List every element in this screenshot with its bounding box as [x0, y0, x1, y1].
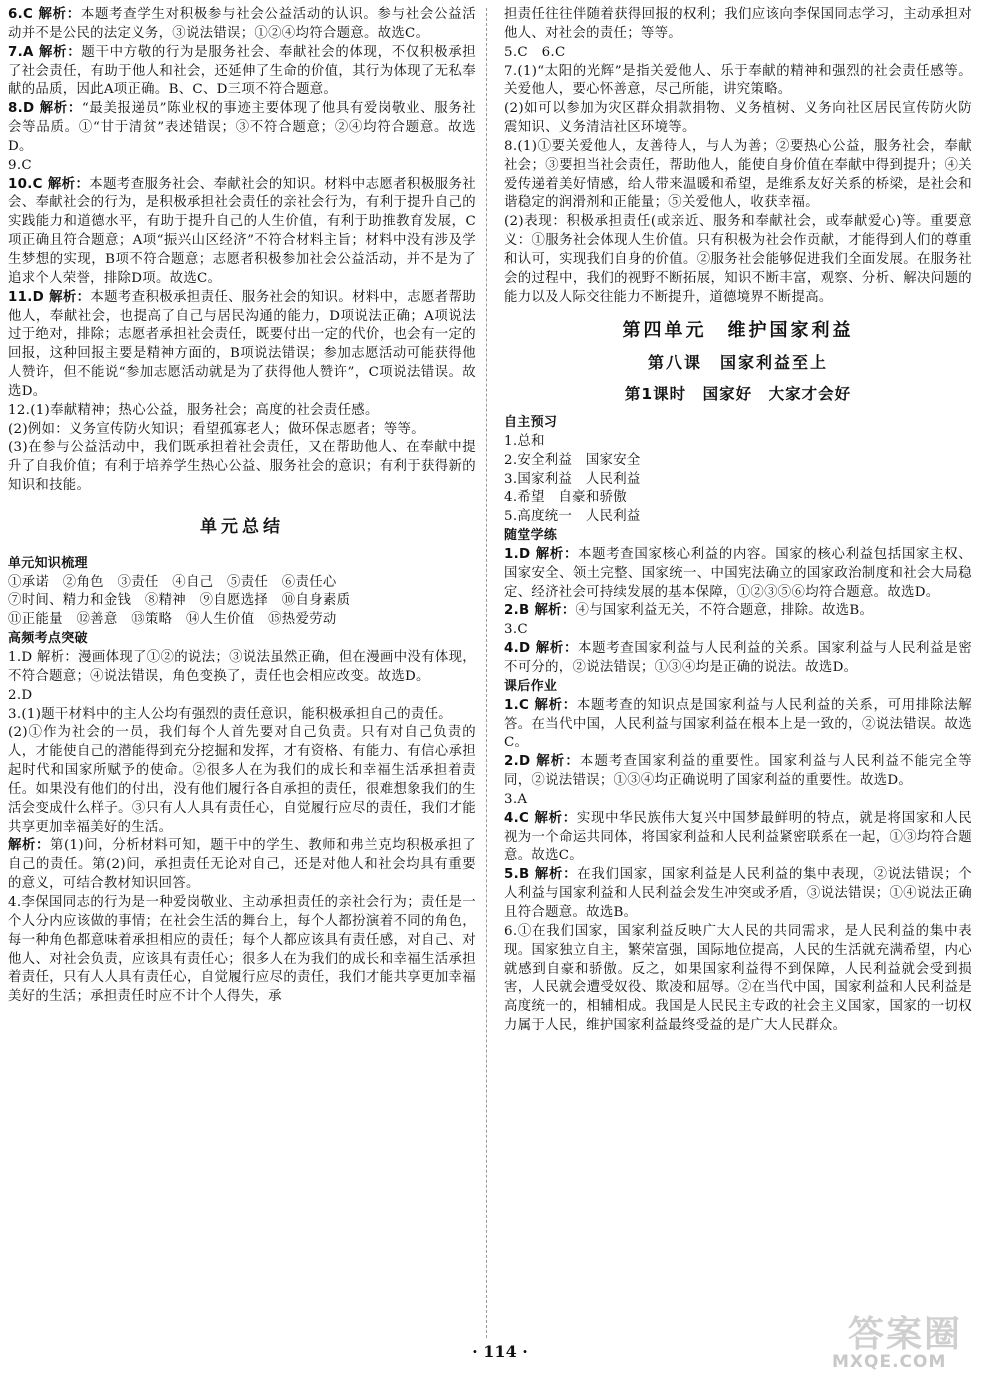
answer-label: 1.D 解析：	[504, 546, 579, 562]
left-column	[8, 6, 476, 1007]
list-line: 2.安全利益 国家安全	[504, 452, 641, 468]
answer-text: 12.(1)奉献精神；热心公益，服务社会；高度的社会责任感。	[8, 402, 379, 418]
answer-text: 4.李保国同志的行为是一种爱岗敬业、主动承担责任的亲社会行为；责任是一个人分内应该做的事情；在社会生活的舞台上，每个人都扮演着不同的角色，每一种角色都意味着承担相应的责任；每个人都应该具有责任感，对自己、对他人、对社会负责，应该具有责任心；很多人在为我们的成长和幸福生活承担着责任，只有人人具有责任心，自觉履行应尽的责任，我们才能共享更加幸福美好的生活；承担责任时应不计个人得失，承	[8, 894, 476, 1005]
list-line: 1.总和	[504, 433, 545, 449]
answer-item	[504, 866, 972, 923]
breakthrough-list	[8, 649, 476, 1007]
answer-text: 3.(1)题干材料中的主人公均有强烈的责任意识，能积极承担自己的责任。	[8, 706, 452, 722]
answer-text: 6.①在我们国家，国家利益反映广大人民的共同需求，是人民利益的集中表现。国家独立自主，繁荣富强，国际地位提高，人民的生活就充满希望，内心就感到自豪和骄傲。反之，如果国家利益得不到保障，人民利益就会受到损害，人民就会遭受奴役、欺凌和屈辱。②在当代中国，国家利益和人民利益是高度统一的，相辅相成。我国是人民民主专政的社会主义国家，国家的一切权力属于人民，维护国家利益最终受益的是广大人民群众。	[504, 923, 972, 1034]
answer-text: 本题考查国家核心利益的内容。国家的核心利益包括国家主权、国家安全、领土完整、国家统一、中国宪法确立的国家政治制度和社会大局稳定、经济社会可持续发展的基本保障，①②③⑤⑥均符合题意。故选D。	[504, 546, 972, 600]
answer-item	[504, 621, 972, 640]
answer-text: ④与国家利益无关，不符合题意，排除。故选B。	[575, 603, 874, 619]
column-divider	[486, 8, 487, 1338]
answer-text: 9.C	[8, 157, 32, 173]
answer-text: 5.C 6.C	[504, 44, 566, 60]
answer-text: 本题考查国家利益与人民利益的关系。国家利益与人民利益是密不可分的，②说法错误；①③④均是正确的说法。故选D。	[504, 641, 972, 675]
answer-text: 在我们国家，国家利益是人民利益的集中表现，②说法错误；个人利益与国家利益和人民利益会发生冲突或矛盾，③说法错误；①④说法正确且符合题意。故选B。	[504, 867, 973, 920]
answer-item	[504, 44, 972, 63]
answer-text: 1.D 解析：漫画体现了①②的说法；③说法虽然正确，但在漫画中没有体现，不符合题意；④说法错误，角色变换了，责任也会相应改变。故选D。	[8, 650, 476, 684]
continued-text: 担责任往往伴随着获得回报的权利；我们应该向李保国同志学习，主动承担对他人、对社会的责任；等等。	[504, 7, 972, 41]
watermark-url-text: MXQE.COM	[832, 1352, 947, 1372]
answer-item	[504, 810, 972, 867]
watermark-logo	[830, 1306, 990, 1376]
answer-label: 4.D 解析：	[504, 641, 579, 657]
answer-text: (2)①作为社会的一员，我们每个人首先要对自己负责。只有对自己负责的人，才能使自己的潜能得到充分挖掘和发挥，才有资格、有能力、有信心承担起时代和国家所赋予的使命。②很多人在为我们的成长和幸福生活承担着责任。如果没有他们的付出，没有他们履行各自承担的责任，很难想象我们的生活会变成什么样子。③只有人人具有责任心，自觉履行应尽的责任，我们才能共享更加幸福美好的生活。	[8, 725, 476, 835]
answer-item	[8, 289, 476, 402]
answer-label: 7.A 解析：	[8, 44, 82, 60]
class-practice-section-title: 随堂学练	[504, 528, 558, 544]
answer-text: 本题考查国家利益的重要性。国家利益与人民利益不能完全等同，②说法错误；①③④均正确说明了国家利益的重要性。故选D。	[504, 754, 972, 789]
answer-label: 解析：	[8, 838, 51, 854]
answer-item	[504, 923, 972, 1036]
answer-item	[504, 753, 972, 791]
answer-item	[8, 421, 476, 440]
answer-item	[8, 894, 476, 1007]
answer-item	[8, 724, 476, 837]
right-column	[504, 6, 972, 1036]
answer-item	[8, 439, 476, 496]
answer-item	[504, 100, 972, 138]
preview-list	[504, 433, 972, 527]
answer-label: 4.C 解析：	[504, 810, 577, 826]
answer-label: 2.D 解析：	[504, 754, 580, 770]
answer-text: (3)在参与公益活动中，我们既承担着社会责任，又在帮助他人、在奉献中提升了自我价值；有利于培养学生热心公益、服务社会的意识；有利于获得新的知识和技能。	[8, 440, 476, 494]
answer-item	[504, 546, 972, 603]
knowledge-section-title: 单元知识梳理	[8, 555, 88, 571]
list-line: 5.高度统一 人民利益	[504, 509, 641, 525]
answer-label: 11.D 解析：	[8, 289, 91, 305]
answer-item	[504, 602, 972, 621]
answer-text: (2)表现：积极承担责任(或亲近、服务和奉献社会，或奉献爱心)等。重要意义：①服务社会体现人生价值。只有积极为社会作贡献，才能得到人们的尊重和认可，实现我们自身的价值。②服务社会能够促进我们全面发展。在服务社会的过程中，我们的视野不断拓展，知识不断丰富，观察、分析、解决问题的能力以及人际交往能力不断提升，道德境界不断提高。	[504, 214, 972, 305]
class-practice-list	[504, 546, 972, 678]
unit-heading: 第四单元 维护国家利益	[622, 319, 854, 341]
answer-text: “最美报递员”陈业权的事迹主要体现了他具有爱岗敬业、服务社会等品质。①“甘于清贫”表述错误；③不符合题意；②④均符合题意。故选D。	[8, 101, 477, 154]
answer-text: (2)例如：义务宣传防火知识；看望孤寡老人；做环保志愿者；等等。	[8, 421, 425, 437]
answer-item	[8, 157, 476, 176]
unit-summary-heading: 单元总结	[200, 516, 284, 537]
answer-item	[504, 791, 972, 810]
answer-label: 8.D 解析：	[8, 101, 82, 117]
answer-text: 本题考查学生对积极参与社会公益活动的认识。参与社会公益活动并不是公民的法定义务，③说法错误；①②④均符合题意。故选C。	[8, 7, 476, 41]
list-line: ①承诺 ②角色 ③责任 ④自己 ⑤责任 ⑥责任心	[8, 574, 337, 590]
answer-label: 2.B 解析：	[504, 603, 576, 619]
answer-text: 8.(1)①要关爱他人，友善待人，与人为善；②要热心公益，服务社会，奉献社会；③要担当社会责任，帮助他人，能使自身价值在奉献中得到提升；④关爱传递着美好情感，给人带来温暖和希望，是维系友好关系的桥梁，是社会和谐稳定的润滑剂和正能量；⑤关爱他人，收获幸福。	[504, 138, 972, 211]
list-line: 4.希望 自豪和骄傲	[504, 490, 627, 506]
answer-list-right	[504, 44, 972, 308]
answer-label: 1.C 解析：	[504, 697, 577, 713]
answer-item	[8, 6, 476, 44]
answer-text: 本题考查的知识点是国家利益与人民利益的关系，可用排除法解答。在当代中国，人民利益与国家利益在根本上是一致的，②说法错误。故选C。	[504, 697, 972, 751]
answer-item	[504, 213, 972, 307]
knowledge-list	[8, 574, 476, 631]
answer-item	[8, 706, 476, 725]
answer-item	[8, 837, 476, 894]
watermark-logo-text: 答案圈	[848, 1314, 963, 1355]
answer-text: 2.D	[8, 687, 33, 703]
answer-item	[8, 44, 476, 101]
answer-item	[8, 687, 476, 706]
answer-label: 10.C 解析：	[8, 176, 90, 192]
answer-text: 实现中华民族伟大复兴中国梦最鲜明的特点，就是将国家和人民视为一个命运共同体，将国家利益和人民利益紧密联系在一起，①③均符合题意。故选C。	[504, 810, 972, 864]
answer-item	[8, 100, 476, 157]
answer-list-left	[8, 6, 476, 496]
answer-text: 本题考查积极承担责任、服务社会的知识。材料中，志愿者帮助他人，奉献社会，也提高了自己与居民沟通的能力，D项说法正确；A项说法过于绝对，排除；志愿者承担社会责任，既要付出一定的代价，也会有一定的回报，这种回报主要是精神方面的，B项说法错误；参加志愿活动可能获得他人赞许，但不能说“参加志愿活动就是为了获得他人赞许”，C项说法错误。故选D。	[8, 289, 476, 399]
answer-text: 本题考查服务社会、奉献社会的知识。材料中志愿者积极服务社会、奉献社会的行为，是积极承担社会责任的亲社会行为，有利于提升自己的实践能力和道德水平，有助于提升自己的人生价值，有利于助推教育发展，C项正确且符合题意；A项“振兴山区经济”不符合材料主旨；材料中没有涉及学生梦想的实现，B项不符合题意；志愿者积极参加社会公益活动，并不是为了追求个人荣誉，排除D项。故选C。	[8, 176, 476, 286]
answer-label: 6.C 解析：	[8, 7, 81, 22]
homework-list	[504, 697, 972, 1036]
answer-text: 3.C	[504, 622, 528, 638]
answer-item	[504, 640, 972, 678]
homework-section-title: 课后作业	[504, 678, 558, 694]
answer-label: 5.B 解析：	[504, 867, 578, 883]
answer-text: 第(1)问，分析材料可知，题干中的学生、教师和弗兰克均积极承担了自己的责任。第(2)问，承担责任无论对自己，还是对他人和社会均具有重要的意义，可结合教材知识回答。	[8, 838, 476, 892]
preview-section-title: 自主预习	[504, 415, 558, 431]
answer-item	[8, 176, 476, 289]
list-line: ⑦时间、精力和金钱 ⑧精神 ⑨自愿选择 ⑩自身素质	[8, 593, 351, 609]
period-heading: 第1课时 国家好 大家才会好	[624, 385, 852, 404]
answer-item	[504, 697, 972, 754]
answer-item	[8, 402, 476, 421]
lesson-heading: 第八课 国家利益至上	[647, 353, 828, 373]
answer-item	[504, 63, 972, 101]
list-line: ⑪正能量 ⑫善意 ⑬策略 ⑭人生价值 ⑮热爱劳动	[8, 612, 337, 628]
answer-text: 7.(1)“太阳的光辉”是指关爱他人、乐于奉献的精神和强烈的社会责任感等。关爱他人，要心怀善意，尽己所能，讲究策略。	[504, 63, 972, 98]
answer-text: 3.A	[504, 791, 528, 807]
answer-text: (2)如可以参加为灾区群众捐款捐物、义务植树、义务向社区居民宣传防火防震知识、义务清洁社区环境等。	[504, 101, 972, 136]
list-line: 3.国家利益 人民利益	[504, 471, 641, 487]
page-number: · 114 ·	[472, 1342, 528, 1361]
answer-item	[8, 649, 476, 687]
breakthrough-section-title: 高频考点突破	[8, 631, 88, 647]
answer-text: 题干中方敬的行为是服务社会、奉献社会的体现，不仅积极承担了社会责任，有助于他人和社会，还延伸了生命的价值，其行为体现了无私奉献的品质，因此A项正确。B、C、D三项不符合题意。	[8, 44, 476, 98]
answer-item	[504, 138, 972, 213]
